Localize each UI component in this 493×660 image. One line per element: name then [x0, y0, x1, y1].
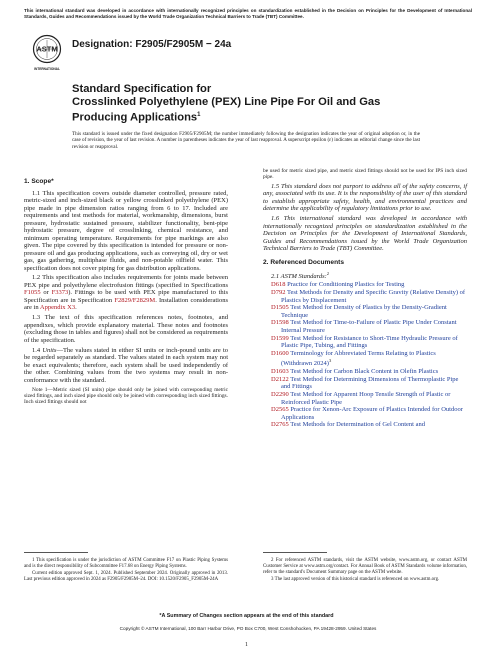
reference-item [263, 376, 467, 391]
right-column [263, 168, 467, 429]
scope-heading: 1. Scope* [24, 178, 54, 185]
scope-1-2-text-d: . Installation considerations are in [24, 296, 228, 312]
wto-notice: This international standard was developed in accordance with internationally recognized principles on standardization established in the Decision on Principles for the Development of International Standards, Guides and Recommendations issued by the World Trade Organization Technical Barriers to Trade (TBT) Committee. [24, 8, 472, 19]
reference-code[interactable]: D1505 [271, 304, 289, 312]
reference-title[interactable]: Practice for Conditioning Plastics for Testing [287, 281, 405, 289]
reference-code[interactable]: D618 [271, 281, 286, 289]
link-f1055[interactable]: F1055 [24, 289, 41, 297]
scope-1-3: 1.3 The text of this specification references notes, footnotes, and appendixes, which provide explanatory material. These notes and footnotes (excluding those in tables and figures) shall not be considered as requirements of the specification. [24, 314, 228, 344]
scope-1-6: 1.6 This international standard was developed in accordance with internationally recognized principles on standardization established in the Decision on Principles for the Development of International Standards, Guides and Recommendations issued by the World Trade Organization Technical Barriers to Trade (TBT) Committee. [263, 215, 467, 253]
copyright-line: Copyright © ASTM International, 100 Barr Harbor Drive, PO Box C700, West Conshohocken, PA 19428-2959. United States [119, 626, 377, 631]
footnote-rule-left [24, 552, 88, 553]
reference-code[interactable]: D2765 [271, 421, 289, 429]
logo-subtext: INTERNATIONAL [34, 67, 60, 71]
scope-1-4 [24, 347, 228, 385]
scope-1-2-text-b: or [40, 289, 52, 297]
issue-note: This standard is issued under the fixed designation F2905/F2905M; the number immediately following the designation indicates the year of original adoption or, in the case of revision, the year of last revision. A number in parentheses indicates the year of last reapproval. A superscript epsilon (ε) indicates an editorial change since the last revision or reapproval. [72, 131, 420, 150]
reference-item [263, 391, 467, 406]
reference-code[interactable]: D2290 [271, 391, 289, 399]
reference-code[interactable]: D1599 [271, 334, 289, 342]
reference-item [263, 319, 467, 334]
footnote-2: 2 For referenced ASTM standards, visit the ASTM website, www.astm.org, or contact ASTM Customer Service at www.astm.org/contact. For Annual Book of ASTM Standards volume information, refer to the standard's Document Summary page on the ASTM website. [263, 558, 467, 575]
astm-standards-label: 2.1 ASTM Standards: [271, 273, 327, 281]
designation: Designation: F2905/F2905M − 24a [72, 39, 232, 50]
link-f3373[interactable]: F3373 [51, 289, 69, 297]
reference-title[interactable]: Test Methods for Density and Specific Gravity (Relative Density) of Plastics by Displacement [281, 289, 466, 304]
scope-1-4-rest: —The values stated in either SI units or inch-pound units are to be regarded separately as standard. The values stated in each system may not be exact equivalents; therefore, each system shall be used independently of the other. Combining values from the two systems may result in non-conformance with the standard. [24, 346, 228, 384]
scope-1-1: 1.1 This specification covers outside diameter controlled, pressure rated, metric-sized and inch-sized black or yellow crosslinked polyethylene (PEX) pipe made in pipe dimension ratios ranging from 6 to 17. Included are requirements and test methods for material, workmanship, dimensions, burst pressure, hydrostatic sustained pressure, stabilizer functionality, bent-pipe hydrostatic pressure, degree of crosslinking, chemical resistance, and minimum operating temperature. Requirements for pipe markings are also given. The pipe covered by this specification is intended for pressure or non-pressure oil and gas producing applications, such as conveying oil, dry or wet gas, gas gathering, multiphase fluids, and non-potable oilfield water. This specification does not cover piping for gas distribution applications. [24, 189, 228, 272]
reference-code[interactable]: D2122 [271, 375, 289, 383]
footnote-1: 1 This specification is under the jurisdiction of ASTM Committee F17 on Plastic Piping Systems and is the direct responsibility of Subcommittee F17.68 on Energy Piping Systems. [24, 558, 228, 569]
note-1-continued: be used for metric sized pipe, and metric sized fittings should not be used for IPS inch sized pipe. [263, 168, 467, 181]
page-number: 1 [245, 642, 248, 648]
summary-of-changes-notice: *A Summary of Changes section appears at the end of this standard [159, 613, 334, 619]
standard-title [72, 83, 432, 125]
scope-1-2-text-c: ). Fittings to be used with PEX pipe manufactured to this Specification are in Specification [24, 289, 229, 304]
title-line-3 [72, 109, 432, 125]
footnotes-left [24, 558, 228, 584]
link-appendix-x3[interactable]: Appendix X3 [39, 304, 76, 312]
title-line-1: Standard Specification for [72, 83, 212, 95]
reference-code[interactable]: D1598 [271, 319, 289, 327]
reference-code[interactable]: D1600 [271, 349, 289, 357]
reference-item [263, 304, 467, 319]
reference-item [263, 350, 467, 368]
title-footnote-mark[interactable]: 1 [197, 112, 201, 118]
reference-title[interactable]: Test Method for Carbon Black Content in Olefin Plastics [290, 368, 439, 376]
scope-1-2-text-a: 1.2 This specification also includes requirements for joints made between PEX pipe and polyethylene electrofusion fittings (specified in Specifications [24, 274, 228, 289]
reference-title[interactable]: Practice for Xenon-Arc Exposure of Plastics Intended for Outdoor Applications [281, 406, 463, 421]
astm-logo [32, 34, 62, 74]
scope-1-4-lead: 1.4 [32, 346, 43, 354]
reference-item [263, 421, 467, 429]
reference-item [263, 281, 467, 289]
title-line-3-text: Producing Applications [72, 111, 198, 124]
astm-standards-subheading [271, 270, 467, 281]
footnote-edition: Current edition approved Sept. 1, 2024. Published September 2024. Originally approved in 2013. Last previous edition approved in 2024 as F2905/F2905M–24. DOI: 10.1520/F2905_F2905M-24A [24, 571, 228, 583]
reference-title[interactable]: Test Methods for Determination of Gel Content and [290, 421, 425, 429]
footnote-rule-right [263, 552, 327, 553]
reference-title[interactable]: Test Method for Apparent Hoop Tensile Strength of Plastic or Reinforced Plastic Pipe [281, 391, 451, 406]
scope-1-2-text-e: . [75, 304, 77, 312]
reference-code[interactable]: D792 [271, 289, 286, 297]
reference-item [263, 406, 467, 421]
link-f2829[interactable]: F2829/F2829M [114, 296, 156, 304]
footnote-3: 3 The last approved version of this historical standard is referenced on www.astm.org. [271, 577, 440, 583]
reference-item [263, 368, 467, 376]
reference-item [263, 335, 467, 350]
left-column [24, 168, 228, 406]
footnotes-right [263, 558, 467, 584]
reference-title[interactable]: Test Method for Density of Plastics by the Density-Gradient Technique [281, 304, 447, 319]
footnote-2-mark[interactable]: 2 [326, 271, 330, 277]
logo-text: ASTM [36, 44, 58, 54]
reference-item [263, 289, 467, 304]
footnote-3-mark[interactable]: 3 [328, 358, 332, 364]
scope-1-4-units: Units [42, 346, 57, 354]
reference-list [263, 281, 467, 429]
note-1: Note 1—Metric sized (SI units) pipe should only be joined with corresponding metric sized fittings, and inch sized pipe should only be joined with corresponding inch sized fittings. Inch sized fittings should not [24, 386, 228, 406]
reference-title[interactable]: Test Method for Resistance to Short-Time Hydraulic Pressure of Plastic Pipe, Tubing, and Fittings [281, 334, 458, 350]
reference-code[interactable]: D2565 [271, 406, 289, 414]
reference-title[interactable]: Terminology for Abbreviated Terms Relating to Plastics (Withdrawn 2024) [281, 349, 436, 368]
scope-1-2 [24, 274, 228, 312]
references-heading: 2. Referenced Documents [263, 258, 344, 266]
reference-code[interactable]: D1603 [271, 368, 289, 376]
reference-title[interactable]: Test Method for Time-to-Failure of Plastic Pipe Under Constant Internal Pressure [281, 319, 457, 334]
reference-title[interactable]: Test Method for Determining Dimensions of Thermoplastic Pipe and Fittings [281, 375, 459, 391]
title-line-2: Crosslinked Polyethylene (PEX) Line Pipe For Oil and Gas [72, 96, 381, 108]
scope-1-5: 1.5 This standard does not purport to address all of the safety concerns, if any, associated with its use. It is the responsibility of the user of this standard to establish appropriate safety, health, and environmental practices and determine the applicability of regulatory limitations prior to use. [263, 182, 467, 213]
